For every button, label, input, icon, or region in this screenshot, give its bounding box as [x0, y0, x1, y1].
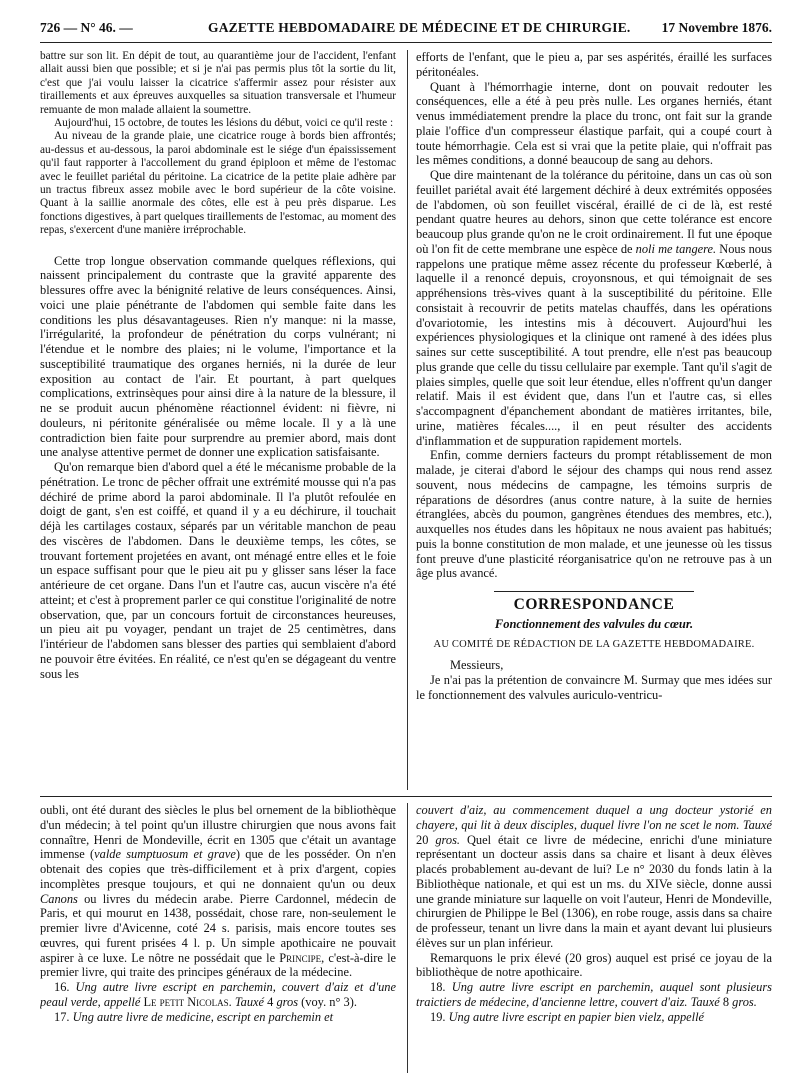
page-number: 726: [40, 20, 61, 35]
section-subtitle: Fonctionnement des valvules du cœur.: [494, 616, 694, 631]
letter-addressee: AU COMITÉ DE RÉDACTION DE LA GAZETTE HEBDOMADAIRE.: [433, 638, 755, 650]
issue-number: — N° 46. —: [63, 20, 133, 35]
inventory-item-19: 19. Ung autre livre escript en papier bien vielz, appellé: [430, 1009, 705, 1024]
body-paragraph: Remarquons le prix élevé (20 gros) auquel est prisé ce joyau de la bibliothèque de notre apothicaire.: [416, 950, 772, 980]
inventory-item-16: 16. Ung autre livre escript en parchemin, couvert d'aiz et d'une peaul verde, appellé Le petit Nicolas. Tauxé 4 gros (voy. n° 3).: [40, 980, 396, 1009]
body-paragraph: Quant à l'hémorrhagie interne, dont on pouvait redouter les conséquences, elle a été à peu près nulle. Les organes herniés, étant venus immédiatement prendre la place du tronc, ont fait sur la grande plaie l'office d'un compresseur élastique parfait, qui a coupé court à toute hémorrhagie. Cela est si vrai que la petite plaie, qui n'offrait pas les mêmes conditions, a donné beaucoup de sang au dehors.: [416, 79, 772, 168]
page-header: [40, 16, 772, 43]
observation-paragraph: Au niveau de la grande plaie, une cicatrice rouge à bords bien affrontés; au-dessus et au-dessous, la paroi abdominale est le siége d'un épaississement qu'il faut rapporter à l'accollement du grand épiploon et même de l'estomac avec le feuillet pariétal du péritoine. La cicatrice de la petite plaie adhère par un tractus fibreux assez mobile avec le bord supérieur de la côte voisine. Quant à la saillie anormale des côtes, elle est à peu près disparue. Les fonctions digestives, à part quelques tiraillements de l'estomac, au moment des repas, s'exercent d'une manière irréprochable.: [40, 130, 396, 237]
upper-right-column: [416, 50, 772, 790]
body-paragraph: oubli, ont été durant des siècles le plus bel ornement de la bibliothèque d'un médecin; à tel point qu'un illustre chirurgien que nous avons fait connaître, Henri de Mondeville, écrit en 1305 que c'était un avantage immense (valde sumptuosum et grave) que de les posséder. On n'en obtenait des copies que très-difficilement et à prix d'argent, copies incomplètes presque toujours, et qui ne donnaient qu'un ou deux Canons ou livres du médecin arabe. Pierre Cardonnel, médecin de Paris, et qui mourut en 1438, possédait, chose rare, non-seulement le premier livre d'Avicenne, coté 24 s. parisis, mais encore toutes ses œuvres, qui furent prisées 4 l. p. Un simple apothicaire ne pouvait aspirer à ce luxe. Le nôtre ne possédait que le Principe, c'est-à-dire le premier livre, qui traite des principes généraux de la médecine.: [40, 803, 396, 980]
inventory-item-17: 17. Ung autre livre de medicine, escript en parchemin et: [54, 1009, 334, 1024]
journal-title: GAZETTE HEBDOMADAIRE DE MÉDECINE ET DE CHIRURGIE.: [208, 20, 631, 35]
upper-left-column: [40, 50, 396, 790]
page-divider: [40, 796, 772, 797]
body-paragraph: Qu'on remarque bien d'abord quel a été le mécanisme probable de la pénétration. Le tronc de pêcher offrait une extrémité mousse qui n'a pas déchiré de prime abord la paroi abdominale. Il l'a plutôt refoulée en doigt de gant, s'en est coiffé, et quand il y a eu déchirure, il touchait déjà les cartilages costaux, séparés par un véritable manchon de peau des viscères de l'abdomen. Dans le deuxième temps, les côtes, se trouvant fortement projetées en avant, ont ménagé entre elles et le foie un espace suffisant pour que le pieu ait pu y glisser sans léser la face antérieure de cet organe. Dans l'un et l'autre cas, aucun viscère n'a été atteint; et c'est à proprement parler ce qui constitue l'originalité de notre observation, que, par un concours fortuit de circonstances heureuses, un pieu ait pu voyager, pendant un trajet de 25 centimètres, dans l'intérieur de l'abdomen sans blesser des parties qui semblaient d'abord ne pouvoir être évitées. En réalité, ce n'est qu'en se dégageant du ventre sous les: [40, 460, 396, 681]
body-paragraph: Enfin, comme derniers facteurs du prompt rétablissement de mon malade, je citerai d'abord le séjour des champs qui nous rend assez souvent, nous médecins de campagne, les témoins surpris de réparations de désordres (anus contre nature, à la suite de hernies étranglées, abcès du poumon, gangrènes étendues des membres, etc.), auxquelles nos études dans les hôpitaux ne nous avaient pas habitués; puis la bonne constitution de mon malade, et une jeunesse où les tissus font preuve d'une plasticité réorganisatrice qu'on ne retrouve pas à un âge plus avancé.: [416, 448, 772, 581]
body-paragraph: Que dire maintenant de la tolérance du péritoine, dans un cas où son feuillet pariétal avait été largement déchiré à deux extrémités opposées de l'abdomen, où son feuillet viscéral, éraillé de ci de là, est resté pendant quatre heures au dehors, sinon que cette tolérance est encore beaucoup plus grande qu'on ne le croit ordinairement. Il fut une époque où l'on fit de cette membrane une espèce de noli me tangere. Nous nous rappelons une pratique même assez récente du professeur Kœberlé, à laquelle il a renoncé depuis, croyonsnous, et qui témoignait de ses appréhensions très-vives quant à la susceptibilité du péritoine. Elle consistait à recouvrir de petits matelas chauffés, dans les opérations d'ovariotomie, les intestins mis à découvert. Aujourd'hui les expériences physiologiques et la clinique ont ramené à des idées plus saines sur cette susceptibilité. A tout prendre, elle n'est pas beaucoup plus grande que celle du tissu cellulaire par exemple. Tant qu'il s'agit de plaies simples, quelle que soit leur étendue, elles n'offrent qu'un danger relatif. Mais il est évident que, dans l'un et l'autre cas, si elles s'accompagnent d'épanchement abondant de matières irritantes, bile, urine, matières fécales...., il en peut résulter des accidents d'inflammation et de suppuration rapidement mortels.: [416, 168, 772, 448]
body-paragraph: efforts de l'enfant, que le pieu a, par ses aspérités, éraillé les surfaces péritonéales.: [416, 50, 772, 79]
body-paragraph: couvert d'aiz, au commencement duquel a ung docteur ystorié en chayere, qui lit à deux disciples, duquel livre l'on ne scet le nom. Tauxé 20 gros. Quel était ce livre de médecine, enrichi d'une miniature représentant un docteur assis dans sa chaire et lisant à deux élèves placés probablement au-devant de lui? Le n° 2030 du fonds latin à la Bibliothèque nationale, et qui est un ms. du XIVe siècle, donne aussi une grande miniature sur laquelle on voit l'auteur, Henri de Mondeville, chirurgien de Philippe le Bel (1306), en robe rouge, assis dans sa chaire de professeur, tenant un livre dans la main et ayant devant lui plusieurs élèves sur un plan inférieur.: [416, 803, 772, 950]
issue-date: 17 Novembre 1876.: [661, 20, 772, 35]
observation-paragraph: battre sur son lit. En dépit de tout, au quarantième jour de l'accident, l'enfant allait aussi bien que possible; et si je n'ai pas permis plus tôt la sortie du lit, c'est que j'ai voulu laisser la cicatrice s'affermir assez pour résister aux tiraillements et aux épreuves auxquelles sa situation transversale et l'humeur remuante de mon malade allaient la soumettre.: [40, 50, 396, 116]
column-divider: [407, 50, 408, 790]
inventory-item-18: 18. Ung autre livre escript en parchemin, auquel sont plusieurs traictiers de médecine, d'ancienne lettre, couvert d'aiz. Tauxé 8 gros.: [416, 980, 772, 1009]
observation-paragraph: Aujourd'hui, 15 octobre, de toutes les lésions du début, voici ce qu'il reste :: [54, 117, 394, 130]
newspaper-page: [40, 16, 772, 1076]
section-rule: [494, 591, 694, 592]
lower-left-column: [40, 803, 396, 1073]
letter-paragraph: Je n'ai pas la prétention de convaincre M. Surmay que mes idées sur le fonctionnement des valvules auriculo-ventricu-: [416, 673, 772, 702]
section-title: CORRESPONDANCE: [513, 596, 675, 614]
page-number-and-issue: [40, 20, 133, 36]
column-divider: [407, 803, 408, 1073]
lower-right-column: [416, 803, 772, 1073]
body-paragraph: Cette trop longue observation commande quelques réflexions, qui naissent principalement du contraste que la gravité apparente des blessures offre avec la bénignité relative de leurs conséquences. Ainsi, voici une plaie pénétrante de l'abdomen qui semble faite dans les conditions les plus désavantageuses. Rien n'y manque: ni la masse, l'irrégularité, la profondeur de pénétration du corps vulnérant; ni l'étendue et le nombre des plaies; ni le volume, l'importance et la susceptibilité traumatique des organes herniés, ni la durée de leur exposition au contact de l'air. Et pourtant, à part quelques complications, extrinsèques pour ainsi dire à la nature de la blessure, il ne se produit aucun phénomène réactionnel évident: ni fièvre, ni douleurs, ni péritonite généralisée ou même locale. Il y a là une contradiction bien faite pour surprendre au premier abord, mais dont une analyse attentive permet de donner une explication satisfaisante.: [40, 253, 396, 460]
letter-salutation: Messieurs,: [450, 658, 504, 673]
